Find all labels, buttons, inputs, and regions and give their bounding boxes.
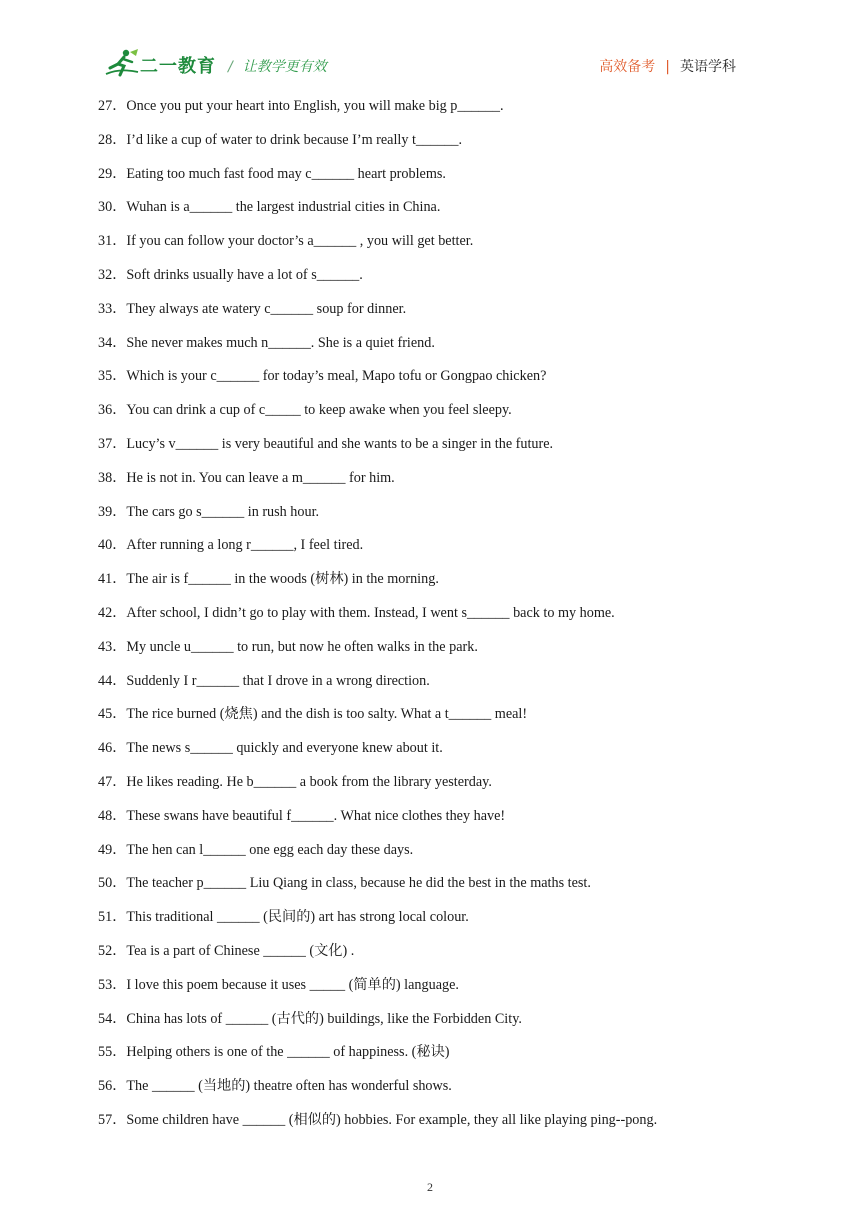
question-text: He is not in. You can leave a m______ for him. <box>126 469 395 486</box>
question-text: If you can follow your doctor’s a______ , you will get better. <box>126 233 474 250</box>
question-item <box>98 772 657 806</box>
question-text: Lucy’s v______ is very beautiful and she wants to be a singer in the future. <box>126 435 554 452</box>
question-item <box>98 1009 657 1043</box>
question-number: 42． <box>98 604 127 621</box>
question-text: Some children have ______ (相似的) hobbies. For example, they all like playing ping--pong. <box>126 1111 658 1128</box>
question-item <box>98 96 657 130</box>
question-number: 39． <box>98 503 127 520</box>
question-number: 52． <box>98 942 127 959</box>
question-text: I’d like a cup of water to drink because I’m really t______. <box>126 131 463 148</box>
question-number: 46． <box>98 740 127 757</box>
question-item <box>98 738 657 772</box>
question-item <box>98 671 657 705</box>
question-text: China has lots of ______ (古代的) buildings, like the Forbidden City. <box>126 1010 522 1027</box>
question-item <box>98 197 657 231</box>
question-item <box>98 637 657 671</box>
question-text: After school, I didn’t go to play with them. Instead, I went s______ back to my home. <box>126 604 615 621</box>
question-text: Helping others is one of the ______ of happiness. (秘诀) <box>126 1044 450 1061</box>
question-number: 47． <box>98 773 127 790</box>
question-list <box>98 96 657 1144</box>
question-number: 31． <box>98 233 127 250</box>
header-right <box>599 56 736 76</box>
question-item <box>98 434 657 468</box>
question-text: The air is f______ in the woods (树林) in the morning. <box>126 571 439 588</box>
question-text: They always ate watery c______ soup for dinner. <box>126 300 407 317</box>
question-text: He likes reading. He b______ a book from the library yesterday. <box>126 773 492 790</box>
question-item <box>98 231 657 265</box>
question-item <box>98 400 657 434</box>
question-text: Once you put your heart into English, you will make big p______. <box>126 98 504 114</box>
question-text: You can drink a cup of c_____ to keep awake when you feel sleepy. <box>126 402 512 419</box>
page-header <box>104 46 740 82</box>
question-text: I love this poem because it uses _____ (简单的) language. <box>126 976 459 993</box>
question-number: 44． <box>98 672 127 689</box>
question-number: 50． <box>98 875 127 892</box>
question-number: 35． <box>98 368 127 385</box>
question-number: 40． <box>98 537 127 554</box>
question-item <box>98 502 657 536</box>
question-text: Wuhan is a______ the largest industrial cities in China. <box>126 199 441 216</box>
question-text: Suddenly I r______ that I drove in a wrong direction. <box>126 672 430 689</box>
slogan-text: 让教学更有效 <box>242 59 327 75</box>
question-item <box>98 1110 657 1144</box>
question-item <box>98 164 657 198</box>
question-item <box>98 704 657 738</box>
question-item <box>98 130 657 164</box>
question-item <box>98 941 657 975</box>
question-item <box>98 468 657 502</box>
question-item <box>98 873 657 907</box>
question-text: The teacher p______ Liu Qiang in class, because he did the best in the maths test. <box>126 875 591 892</box>
logo-text: 二一教育 <box>140 56 216 77</box>
subject-label: 英语学科 <box>680 59 736 75</box>
question-number: 45． <box>98 706 127 723</box>
question-text: She never makes much n______. She is a quiet friend. <box>126 334 435 351</box>
question-text: Tea is a part of Chinese ______ (文化) . <box>126 942 355 959</box>
question-number: 54． <box>98 1010 127 1027</box>
question-number: 29． <box>98 165 127 182</box>
question-number: 48． <box>98 807 127 824</box>
question-item <box>98 840 657 874</box>
question-text: After running a long r______, I feel tired. <box>126 537 364 554</box>
question-text: The rice burned (烧焦) and the dish is too salty. What a t______ meal! <box>126 706 528 723</box>
question-number: 38． <box>98 469 127 486</box>
question-number: 49． <box>98 841 127 858</box>
question-number: 43． <box>98 638 127 655</box>
question-text: This traditional ______ (民间的) art has strong local colour. <box>126 909 469 926</box>
question-number: 41． <box>98 571 127 588</box>
question-number: 57． <box>98 1111 127 1128</box>
question-text: Soft drinks usually have a lot of s______. <box>126 266 363 283</box>
question-item <box>98 806 657 840</box>
question-item <box>98 907 657 941</box>
question-number: 55． <box>98 1044 127 1061</box>
question-text: These swans have beautiful f______. What nice clothes they have! <box>126 807 506 824</box>
question-item <box>98 265 657 299</box>
question-item <box>98 603 657 637</box>
question-text: Eating too much fast food may c______ heart problems. <box>126 165 446 182</box>
question-number: 27． <box>98 98 127 114</box>
question-item <box>98 1076 657 1110</box>
slogan-slash: / <box>228 59 233 75</box>
question-item <box>98 1042 657 1076</box>
question-number: 53． <box>98 976 127 993</box>
question-number: 36． <box>98 402 127 419</box>
question-item <box>98 569 657 603</box>
slogan <box>228 56 327 76</box>
question-text: The hen can l______ one egg each day these days. <box>126 841 414 858</box>
question-item <box>98 975 657 1009</box>
page-number: 2 <box>427 1180 433 1194</box>
question-item <box>98 333 657 367</box>
question-number: 32． <box>98 266 127 283</box>
question-number: 33． <box>98 300 127 317</box>
runner-logo-icon <box>104 48 140 78</box>
question-number: 34． <box>98 334 127 351</box>
question-number: 56． <box>98 1078 127 1095</box>
question-number: 51． <box>98 909 127 926</box>
question-item <box>98 535 657 569</box>
question-text: The news s______ quickly and everyone knew about it. <box>126 740 443 757</box>
question-text: My uncle u______ to run, but now he often walks in the park. <box>126 638 478 655</box>
question-text: The ______ (当地的) theatre often has wonderful shows. <box>126 1078 452 1095</box>
question-number: 28． <box>98 131 127 148</box>
question-number: 30． <box>98 199 127 216</box>
question-item <box>98 299 657 333</box>
question-text: The cars go s______ in rush hour. <box>126 503 320 520</box>
question-text: Which is your c______ for today’s meal, Mapo tofu or Gongpao chicken? <box>126 368 547 385</box>
question-item <box>98 366 657 400</box>
question-number: 37． <box>98 435 127 452</box>
header-divider: | <box>665 59 670 75</box>
exam-prep-label: 高效备考 <box>599 59 656 75</box>
